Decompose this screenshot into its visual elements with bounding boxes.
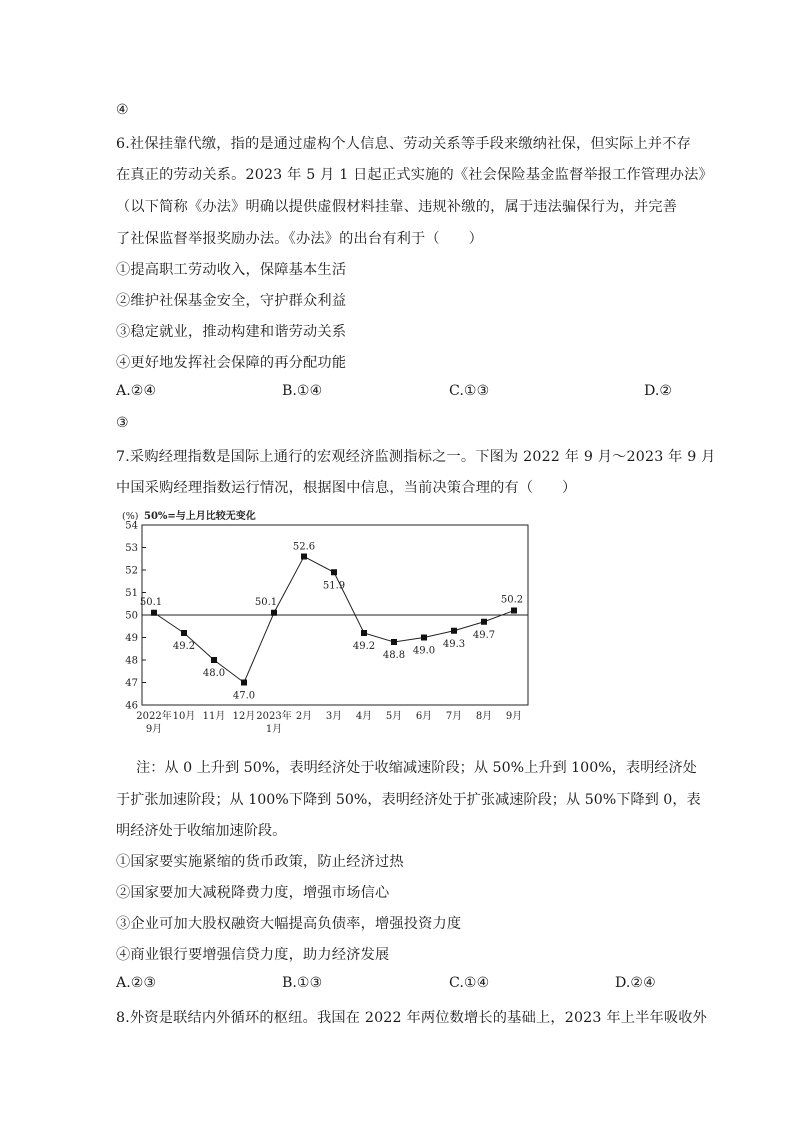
q7-note-line-1: 注：从 0 上升到 50%，表明经济处于收缩减速阶段；从 50%上升到 100%，表明经济处: [136, 760, 697, 776]
x-tick-label: 2022年: [136, 711, 172, 722]
x-tick-label: 1月: [265, 724, 283, 735]
data-label: 48.8: [382, 650, 406, 661]
data-point: [181, 630, 187, 636]
data-label: 51.9: [322, 580, 346, 592]
data-point: [361, 630, 367, 636]
y-tick-label: 51: [125, 588, 138, 599]
data-label: 48.0: [202, 668, 226, 679]
x-tick-label: 4月: [355, 711, 373, 722]
data-point: [151, 610, 157, 616]
y-tick-label: 54: [125, 520, 138, 532]
q6-item-4: ④更好地发挥社会保障的再分配功能: [116, 355, 347, 371]
data-point: [451, 628, 457, 634]
q6-option-a[interactable]: A.②④: [116, 383, 157, 399]
q7-option-a[interactable]: A.②③: [116, 975, 157, 991]
q7-option-b[interactable]: B.①③: [282, 975, 323, 991]
data-point: [211, 657, 217, 663]
q8-stem-line-1: 8.外资是联结内外循环的枢纽。我国在 2022 年两位数增长的基础上，2023 年上半年吸收外: [116, 1010, 708, 1026]
q6-item-2: ②维护社保基金安全，守护群众利益: [116, 293, 347, 309]
data-point: [241, 680, 247, 686]
data-point: [511, 608, 517, 614]
data-point: [271, 610, 277, 616]
q7-note-line-2: 于扩张加速阶段；从 100%下降到 50%，表明经济处于扩张减速阶段；从 50%下降到 0，表: [116, 792, 701, 808]
data-label: 49.3: [442, 638, 466, 650]
data-label: 50.1: [139, 596, 163, 608]
q6-item-3: ③稳定就业，推动构建和谐劳动关系: [116, 324, 347, 340]
q6-option-b[interactable]: B.①④: [282, 383, 323, 399]
q7-note-line-3: 明经济处于收缩加速阶段。: [116, 823, 287, 839]
x-tick-label: 2月: [295, 711, 313, 722]
x-tick-label: 7月: [445, 711, 463, 722]
y-tick-label: 46: [125, 700, 138, 712]
y-tick-label: 48: [125, 655, 138, 667]
q7-option-d[interactable]: D.②④: [615, 975, 656, 991]
q6-option-d[interactable]: D.②: [644, 383, 673, 399]
q6-item-1: ①提高职工劳动收入，保障基本生活: [116, 262, 347, 278]
q6-option-d-wrap: ③: [116, 415, 129, 431]
y-tick-label: 49: [125, 633, 138, 644]
x-tick-label: 8月: [475, 711, 493, 722]
data-point: [391, 639, 397, 645]
x-tick-label: 11月: [202, 711, 226, 722]
pmi-chart: [118, 505, 538, 737]
q5-option-tail: ④: [116, 102, 129, 118]
data-label: 49.2: [172, 641, 196, 652]
y-axis-unit-label: (%): [122, 511, 139, 522]
y-tick-label: 47: [125, 678, 138, 689]
x-tick-label: 9月: [505, 711, 523, 722]
data-label: 50.1: [254, 596, 278, 608]
x-tick-label: 6月: [415, 711, 433, 722]
x-tick-label: 2023年: [256, 711, 292, 722]
data-label: 49.2: [352, 641, 376, 652]
q7-item-4: ④商业银行要增强信贷力度，助力经济发展: [116, 947, 390, 963]
q6-stem-line-1: 6.社保挂靠代缴，指的是通过虚构个人信息、劳动关系等手段来缴纳社保，但实际上并不存: [116, 136, 692, 152]
q7-option-c[interactable]: C.①④: [449, 975, 490, 991]
series-line: [154, 557, 514, 683]
x-tick-label: 10月: [172, 711, 196, 722]
q7-item-1: ①国家要实施紧缩的货币政策，防止经济过热: [116, 854, 404, 870]
data-label: 52.6: [292, 541, 316, 553]
data-label: 49.7: [472, 629, 496, 641]
q6-option-c[interactable]: C.①③: [449, 383, 490, 399]
data-label: 47.0: [232, 690, 256, 702]
x-tick-label: 9月: [145, 724, 163, 735]
q7-stem-line-2: 中国采购经理指数运行情况，根据图中信息，当前决策合理的有（ ）: [116, 480, 577, 496]
data-point: [421, 635, 427, 641]
data-point: [481, 619, 487, 625]
q7-item-3: ③企业可加大股权融资大幅提高负债率，增强投资力度: [116, 916, 462, 932]
y-tick-label: 52: [125, 565, 138, 577]
y-tick-label: 50: [125, 610, 138, 622]
chart-legend-note: 50%=与上月比较无变化: [144, 511, 256, 522]
q6-stem-line-2: 在真正的劳动关系。2023 年 5 月 1 日起正式实施的《社会保险基金监督举报工作管理办法》: [116, 167, 713, 183]
data-label: 49.0: [412, 645, 436, 657]
q6-stem-line-3: （以下简称《办法》明确以提供虚假材料挂靠、违规补缴的，属于违法骗保行为，并完善: [116, 199, 678, 215]
y-tick-label: 53: [125, 543, 138, 554]
x-tick-label: 5月: [385, 711, 403, 722]
pmi-line-chart-svg: [118, 505, 538, 737]
data-point: [331, 569, 337, 575]
q6-stem-line-4: 了社保监督举报奖励办法。《办法》的出台有利于（ ）: [116, 231, 483, 247]
data-label: 50.2: [500, 594, 524, 606]
data-point: [301, 554, 307, 560]
q7-item-2: ②国家要加大减税降费力度，增强市场信心: [116, 885, 390, 901]
x-tick-label: 12月: [232, 711, 256, 722]
q7-stem-line-1: 7.采购经理指数是国际上通行的宏观经济监测指标之一。下图为 2022 年 9 月～2023 年 9 月: [116, 449, 716, 465]
x-tick-label: 3月: [325, 711, 343, 722]
